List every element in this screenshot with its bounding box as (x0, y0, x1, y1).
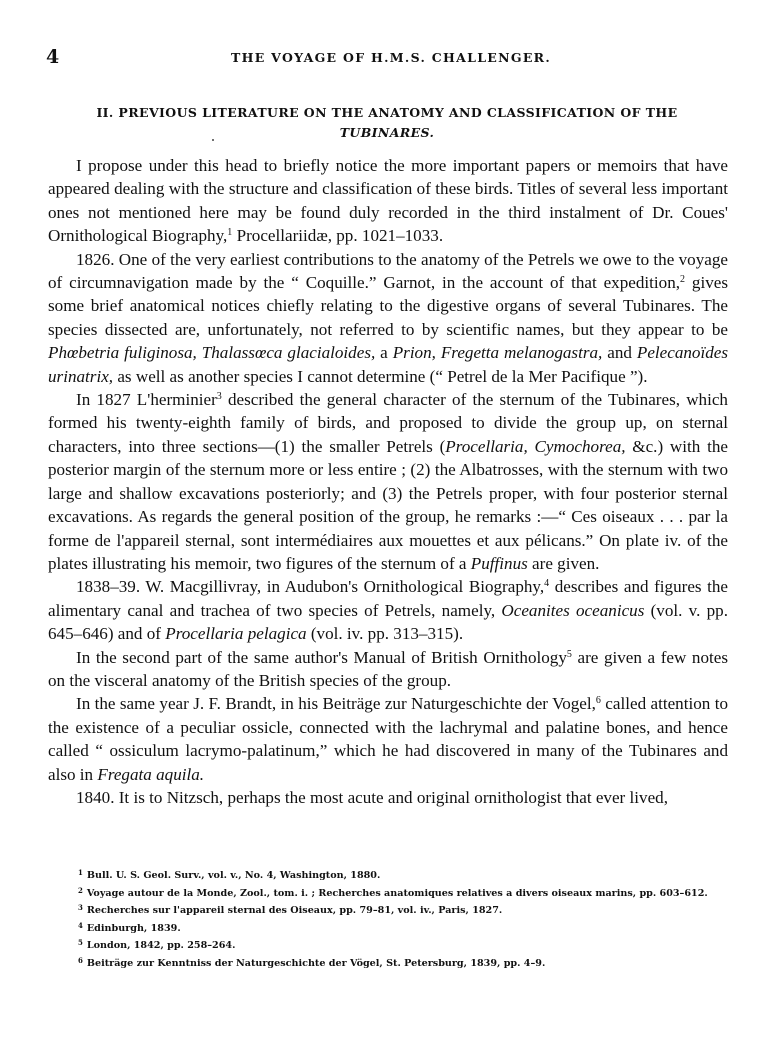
section-heading (64, 103, 710, 143)
paragraph-5: In the second part of the same author's Manual of British Ornithology$^5$ are given a few notes on the visceral anatomy of the British species of the group. (48, 647, 728, 690)
footnote-5: $^5$ London, 1842, pp. 258–264. (78, 938, 236, 952)
footnote-ref-4: 4 (544, 578, 550, 590)
page-number: 4 (46, 46, 60, 68)
paragraph-4: 1838–39. W. Macgillivray, in Audubon's Ornithological Biography,$^4$ describes and figures the alimentary canal and trachea of two species of Petrels, namely, Oceanites oceanicus (vol. v. pp. 645–646) and of Procellaria pelagica (vol. iv. pp. 313–315). (48, 577, 728, 644)
paragraph-7: 1840. It is to Nitzsch, perhaps the most acute and original ornithologist that ever lived, (76, 787, 668, 807)
footnote-ref-5: 5 (566, 648, 572, 660)
footnote-ref-6: 6 (595, 695, 601, 707)
stray-dot-mark (212, 139, 214, 141)
page-header (46, 46, 736, 68)
running-title: THE VOYAGE OF H.M.S. CHALLENGER. (230, 50, 552, 65)
footnote-ref-3: 3 (216, 391, 222, 403)
footnote-3: $^3$ Recherches sur l'appareil sternal des Oiseaux, pp. 79–81, vol. iv., Paris, 1827. (78, 903, 503, 917)
footnote-ref-1: 1 (227, 227, 233, 239)
paragraph-2: 1826. One of the very earliest contributions to the anatomy of the Petrels we owe to the voyage of circumnavigation made by the “ Coquille.” Garnot, in the account of that expedition,$^2$ gives some brief anatomical notices chiefly relating to the digestive organs of several Tubinares. The species dissected are, unfortunately, not referred to by scientific names, but they appear to be Phœbetria fuliginosa, Thalassœca glacialoides, a Prion, Fregetta melanogastra, and Pelecanoïdes urinatrix, as well as another species I cannot determine (“ Petrel de la Mer Pacifique ”). (48, 249, 729, 386)
footnote-6: $^6$ Beiträge zur Kenntniss der Naturgeschichte der Vögel, St. Petersburg, 1839, pp. 4–9. (78, 955, 546, 969)
paragraph-3: In 1827 L'herminier$^3$ described the general character of the sternum of the Tubinares, which formed his twenty-eighth family of birds, and proposed to divide the group up, on sternal characters, into three sections—(1) the smaller Petrels (Procellaria, Cymochorea, &c.) with the posterior margin of the sternum more or less entire ; (2) the Albatrosses, with the sternum with two large and shallow excavations posteriorly; and (3) the Petrels proper, with four posterior sternal excavations. As regards the general position of the group, he remarks :—“ Ces oiseaux . . . par la forme de l'appareil sternal, sont intermédiaires aux mouettes et aux pélicans.” On plate iv. of the plates illustrating his memoir, two figures of the sternum of a Puffinus are given. (48, 390, 728, 573)
footnote-1: $^1$ Bull. U. S. Geol. Surv., vol. v., No. 4, Washington, 1880. (78, 868, 381, 881)
paragraph-1: I propose under this head to briefly notice the more important papers or memoirs that have appeared dealing with the structure and classification of these birds. Titles of several less important ones not mentioned here may be found duly recorded in the third instalment of Dr. Coues' Ornithological Biography,$^1$ Procellariidæ, pp. 1021–1033. (48, 156, 728, 246)
paragraph-6: In the same year J. F. Brandt, in his Beiträge zur Naturgeschichte der Vogel,$^6$ called attention to the existence of a peculiar ossicle, connected with the lachrymal and palatine bones, and hence called “ ossiculum lacrymo-palatinum,” which he had discovered in many of the Tubinares and also in Fregata aquila. (48, 694, 728, 784)
section-heading-subtitle: TUBINARES. (339, 125, 435, 140)
footnote-ref-2: 2 (680, 274, 686, 286)
footnote-2: $^2$ Voyage autour de la Monde, Zool., tom. i. ; Recherches anatomiques relatives a divers oiseaux marins, pp. 603–612. (78, 885, 708, 899)
footnotes (48, 866, 728, 972)
footnote-4: $^4$ Edinburgh, 1839. (78, 920, 181, 934)
section-heading-title: II. PREVIOUS LITERATURE ON THE ANATOMY AND CLASSIFICATION OF THE (96, 105, 678, 120)
body-text (48, 154, 728, 809)
